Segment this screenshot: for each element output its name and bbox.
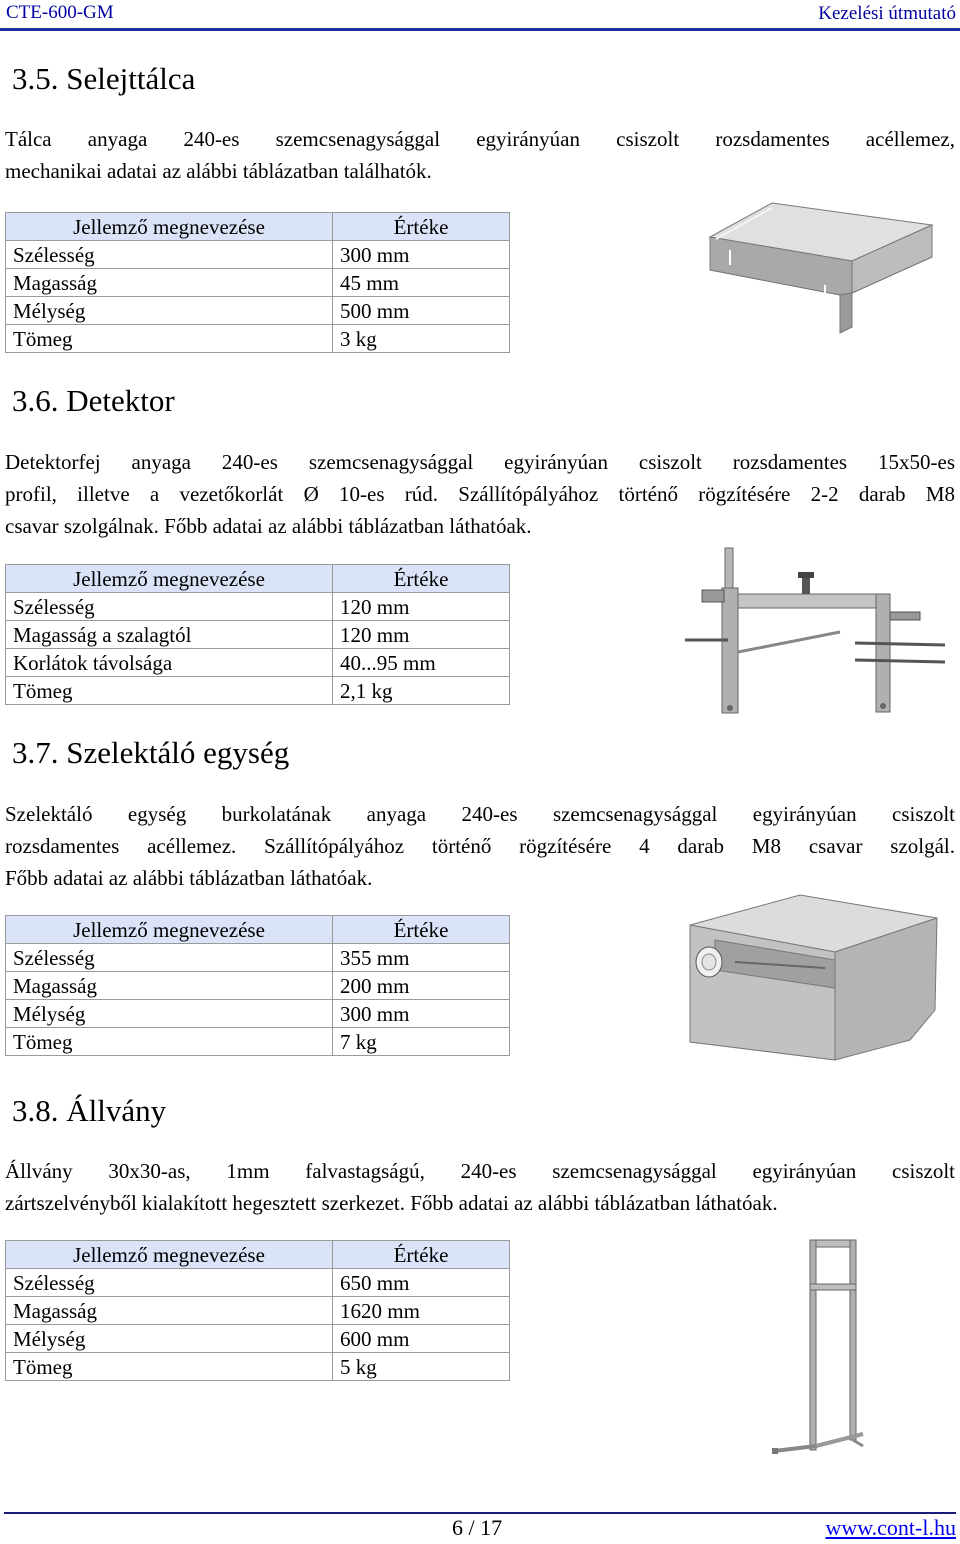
table-cell: Szélesség — [6, 944, 333, 972]
table-cell: 300 mm — [333, 241, 510, 269]
table-row — [6, 325, 510, 353]
table-cell: Mélység — [6, 1000, 333, 1028]
table-cell: Szélesség — [6, 1269, 333, 1297]
table-cell: 40...95 mm — [333, 649, 510, 677]
column-header: Értéke — [333, 1241, 510, 1269]
section-text-3-5 — [5, 123, 955, 187]
table-header-row — [6, 565, 510, 593]
spec-table-3-5 — [5, 212, 510, 353]
website-link[interactable]: www.cont-l.hu — [825, 1515, 956, 1540]
table-cell: 7 kg — [333, 1028, 510, 1056]
table-cell: Tömeg — [6, 677, 333, 705]
table-row — [6, 621, 510, 649]
section-heading-3-6: 3.6. Detektor — [12, 383, 175, 418]
table-cell: Mélység — [6, 297, 333, 325]
section-text-3-7 — [5, 798, 955, 894]
table-cell: 120 mm — [333, 621, 510, 649]
page-header — [0, 0, 960, 30]
column-header: Értéke — [333, 916, 510, 944]
table-cell: Magasság — [6, 269, 333, 297]
text-line: Detektorfej anyaga 240-es szemcsenagysággal egyirányúan csiszolt rozsdamentes 15x50-es — [5, 450, 955, 474]
table-cell: 300 mm — [333, 1000, 510, 1028]
table-row — [6, 269, 510, 297]
table-cell: Magasság a szalagtól — [6, 621, 333, 649]
table-row — [6, 649, 510, 677]
table-cell: Tömeg — [6, 1353, 333, 1381]
column-header: Jellemző megnevezése — [6, 916, 333, 944]
reject-tray-illustration — [700, 195, 940, 340]
table-cell: 45 mm — [333, 269, 510, 297]
text-line: Főbb adatai az alábbi táblázatban láthatóak. — [5, 866, 373, 890]
column-header: Értéke — [333, 565, 510, 593]
section-text-3-8 — [5, 1155, 955, 1219]
table-row — [6, 1297, 510, 1325]
table-cell: 120 mm — [333, 593, 510, 621]
table-header-row — [6, 213, 510, 241]
section-heading-3-5: 3.5. Selejttálca — [12, 61, 196, 96]
table-header-row — [6, 916, 510, 944]
stand-illustration — [768, 1236, 868, 1461]
section-text-3-6 — [5, 446, 955, 542]
text-line: csavar szolgálnak. Főbb adatai az alábbi táblázatban láthatóak. — [5, 514, 532, 538]
table-cell: 500 mm — [333, 297, 510, 325]
table-cell: 1620 mm — [333, 1297, 510, 1325]
table-cell: 5 kg — [333, 1353, 510, 1381]
table-cell: Mélység — [6, 1325, 333, 1353]
section-heading-3-8: 3.8. Állvány — [12, 1093, 167, 1128]
document-code: CTE-600-GM — [6, 2, 114, 23]
table-row — [6, 1028, 510, 1056]
table-row — [6, 1000, 510, 1028]
table-row — [6, 1353, 510, 1381]
footer-rule — [4, 1512, 956, 1514]
document-title: Kezelési útmutató — [818, 3, 956, 24]
spec-table-3-8 — [5, 1240, 510, 1381]
table-cell: 650 mm — [333, 1269, 510, 1297]
section-heading-3-7: 3.7. Szelektáló egység — [12, 735, 290, 770]
table-cell: 3 kg — [333, 325, 510, 353]
column-header: Jellemző megnevezése — [6, 1241, 333, 1269]
table-row — [6, 297, 510, 325]
detector-illustration — [680, 540, 950, 720]
text-line: Tálca anyaga 240-es szemcsenagysággal egyirányúan csiszolt rozsdamentes acéllemez, — [5, 127, 955, 151]
selector-unit-illustration — [685, 890, 945, 1065]
column-header: Értéke — [333, 213, 510, 241]
column-header: Jellemző megnevezése — [6, 213, 333, 241]
table-row — [6, 1325, 510, 1353]
header-rule — [0, 28, 960, 31]
table-header-row — [6, 1241, 510, 1269]
column-header: Jellemző megnevezése — [6, 565, 333, 593]
text-line: Állvány 30x30-as, 1mm falvastagságú, 240-es szemcsenagysággal egyirányúan csiszolt — [5, 1159, 955, 1183]
table-row — [6, 677, 510, 705]
table-cell: 2,1 kg — [333, 677, 510, 705]
table-cell: Tömeg — [6, 1028, 333, 1056]
table-row — [6, 241, 510, 269]
table-cell: Magasság — [6, 972, 333, 1000]
spec-table-3-7 — [5, 915, 510, 1056]
text-line: rozsdamentes acéllemez. Szállítópályához történő rögzítésére 4 darab M8 csavar szolgál. — [5, 834, 955, 858]
table-row — [6, 944, 510, 972]
table-cell: Magasság — [6, 1297, 333, 1325]
table-row — [6, 1269, 510, 1297]
table-cell: Tömeg — [6, 325, 333, 353]
table-row — [6, 972, 510, 1000]
table-cell: Szélesség — [6, 593, 333, 621]
table-row — [6, 593, 510, 621]
page-number: 6 / 17 — [452, 1515, 503, 1540]
table-cell: Korlátok távolsága — [6, 649, 333, 677]
table-cell: 355 mm — [333, 944, 510, 972]
text-line: mechanikai adatai az alábbi táblázatban találhatók. — [5, 159, 432, 183]
text-line: profil, illetve a vezetőkorlát Ø 10-es rúd. Szállítópályához történő rögzítésére 2-2 darab M8 — [5, 482, 955, 506]
text-line: Szelektáló egység burkolatának anyaga 240-es szemcsenagysággal egyirányúan csiszolt — [5, 802, 955, 826]
table-cell: Szélesség — [6, 241, 333, 269]
table-cell: 600 mm — [333, 1325, 510, 1353]
spec-table-3-6 — [5, 564, 510, 705]
table-cell: 200 mm — [333, 972, 510, 1000]
text-line: zártszelvényből kialakított hegesztett szerkezet. Főbb adatai az alábbi táblázatban láthatóak. — [5, 1191, 778, 1215]
